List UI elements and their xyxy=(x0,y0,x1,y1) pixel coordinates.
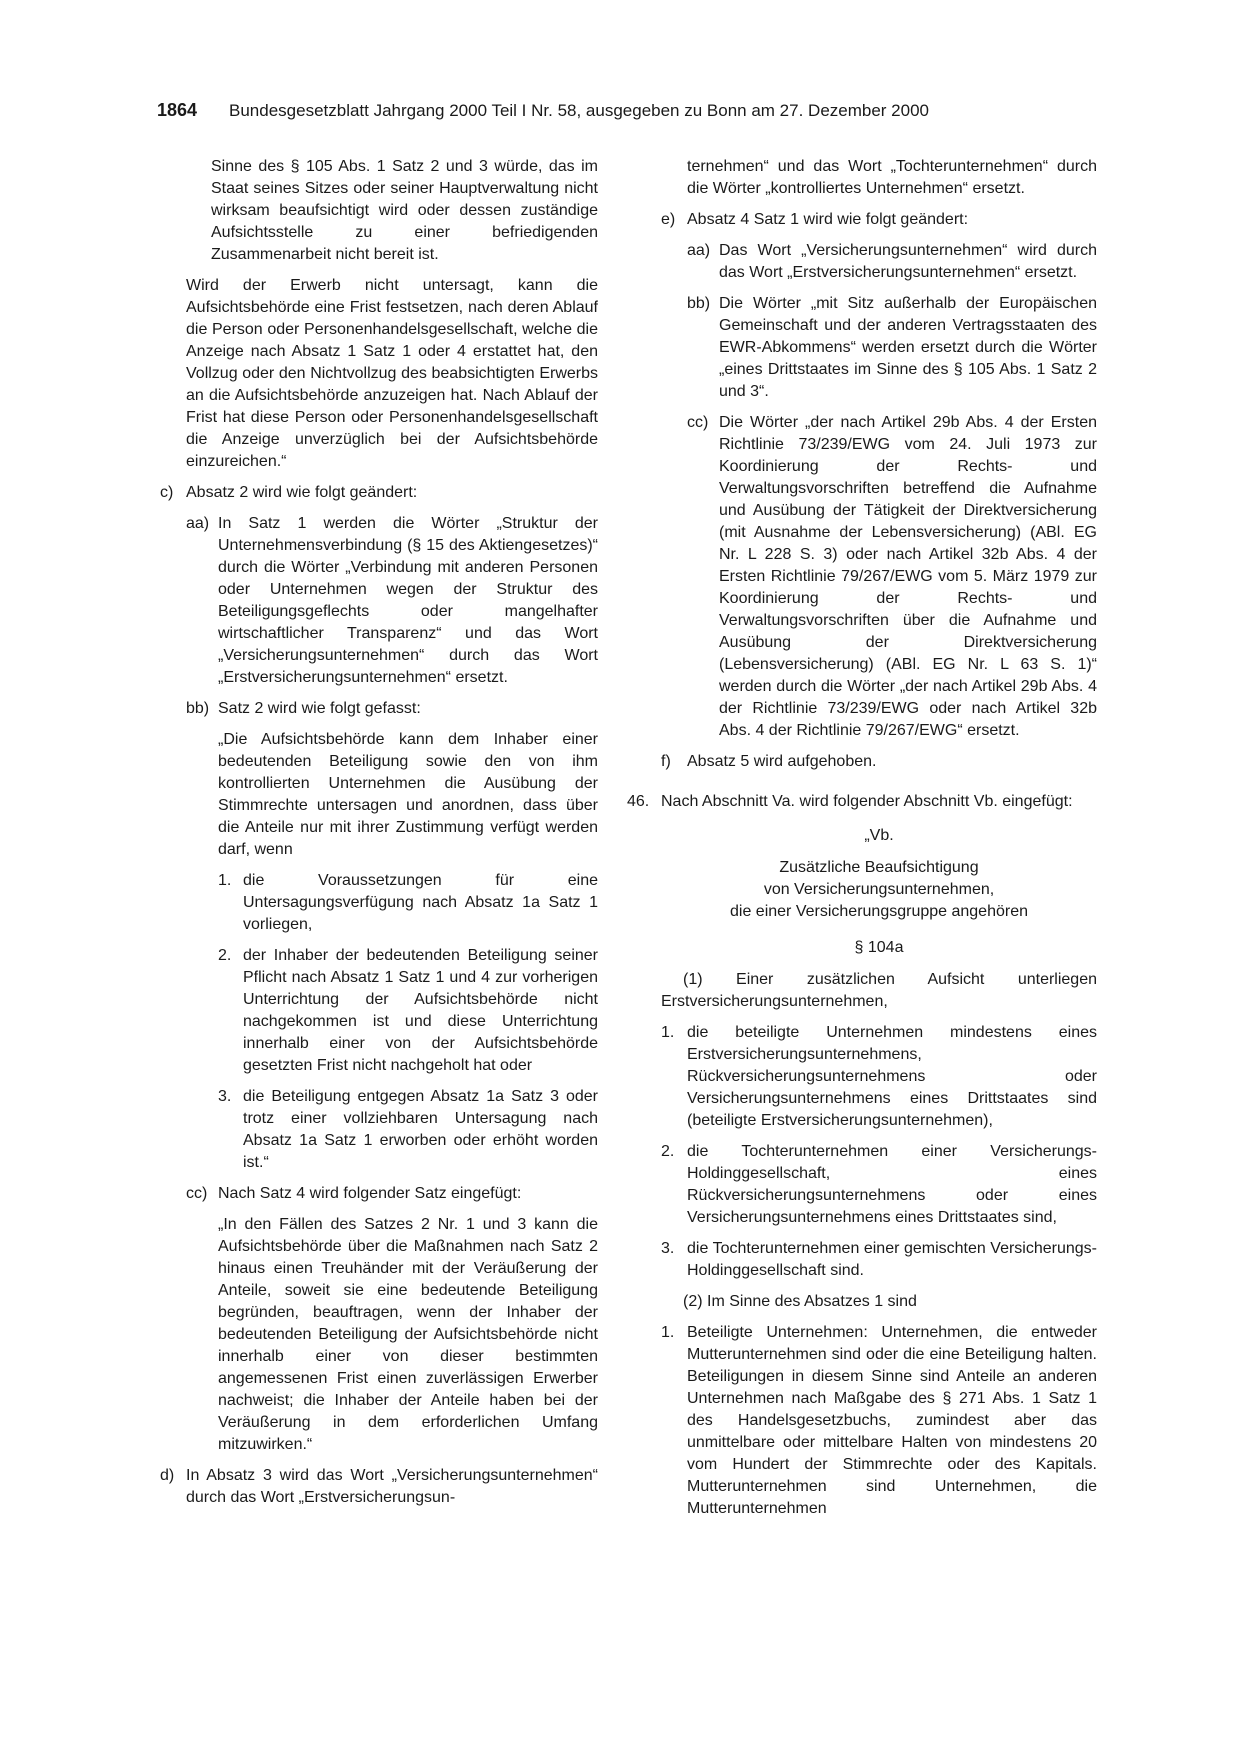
paragraph: ternehmen“ und das Wort „Tochterunternehmen“ durch die Wörter „kontrolliertes Unternehmen“ ersetzt. xyxy=(687,158,1097,197)
list-item-text: die beteiligte Unternehmen mindestens eines Erstversicherungsunternehmens, Rückversicherungsunternehmens oder Versicherungsunternehmens eines Drittstaates sind (beteiligte Erstversicherungsunternehmen), xyxy=(687,1024,1097,1129)
list-marker: 2. xyxy=(661,1143,675,1160)
list-item-c-aa xyxy=(186,513,598,689)
list-item-text: Beteiligte Unternehmen: Unternehmen, die entweder Mutterunternehmen sind oder die eine Beteiligung halten. Beteiligungen in diesem Sinne sind Anteile an anderen Unternehmen nach Maßgabe des § 271 Abs. 1 Satz 1 des Handelsgesetzbuchs, zumindest aber das unmittelbare oder mittelbare Halten von mindestens 20 vom Hundert der Stimmrechte oder des Kapitals. Mutterunternehmen sind Unternehmen, die Mutterunternehmen xyxy=(687,1324,1097,1517)
list-item-text: In Absatz 3 wird das Wort „Versicherungsunternehmen“ durch das Wort „Erstversicherungsun- xyxy=(186,1467,598,1506)
list-marker: 1. xyxy=(661,1324,675,1341)
list-marker: bb) xyxy=(687,295,711,312)
list-item-e xyxy=(661,209,1097,231)
list-item-e-aa xyxy=(687,240,1097,284)
list-item-text: die Voraussetzungen für eine Untersagungsverfügung nach Absatz 1a Satz 1 vorliegen, xyxy=(243,872,598,933)
list-marker: 3. xyxy=(218,1088,232,1105)
list-item-text: der Inhaber der bedeutenden Beteiligung seiner Pflicht nach Absatz 1 Satz 1 und 4 zur vorherigen Unterrichtung der Aufsichtsbehörde nicht nachgekommen ist und diese Unterrichtung innerhalb einer von der Aufsichtsbehörde gesetzten Frist nicht nachgeholt hat oder xyxy=(243,947,598,1074)
list-marker: f) xyxy=(661,753,671,770)
list-item-c xyxy=(160,482,598,504)
list-item-text: Absatz 4 Satz 1 wird wie folgt geändert: xyxy=(687,211,969,228)
list-item-abs1-3 xyxy=(661,1238,1097,1282)
list-item-46 xyxy=(627,791,1097,813)
list-item-e-bb xyxy=(687,293,1097,403)
list-item-text: Satz 2 wird wie folgt gefasst: xyxy=(218,700,421,717)
paragraph: (1) Einer zusätzlichen Aufsicht unterliegen Erstversicherungsunternehmen, xyxy=(661,971,1097,1010)
list-item-c-bb xyxy=(186,698,598,720)
list-item-text: die Tochterunternehmen einer Versicherungs-Holdinggesellschaft, eines Rückversicherungsunternehmens oder eines Versicherungsunternehmens eines Drittstaates sind, xyxy=(687,1143,1097,1226)
list-item-text: die Tochterunternehmen einer gemischten Versicherungs-Holdinggesellschaft sind. xyxy=(687,1240,1097,1279)
list-item-bb-2 xyxy=(218,945,598,1077)
running-head: Bundesgesetzblatt Jahrgang 2000 Teil I Nr. 58, ausgegeben zu Bonn am 27. Dezember 2000 xyxy=(229,101,929,120)
list-item-e-cc xyxy=(687,412,1097,742)
list-item-text: Die Wörter „mit Sitz außerhalb der Europäischen Gemeinschaft und der anderen Vertragsstaaten des EWR-Abkommens“ werden ersetzt durch die Wörter „eines Drittstaates im Sinne des § 105 Abs. 1 Satz 2 und 3“. xyxy=(719,295,1097,400)
list-item-text: Nach Abschnitt Va. wird folgender Abschnitt Vb. eingefügt: xyxy=(661,793,1073,810)
list-marker: 3. xyxy=(661,1240,675,1257)
list-marker: d) xyxy=(160,1467,175,1484)
list-item-text: Absatz 5 wird aufgehoben. xyxy=(687,753,877,770)
list-item-f xyxy=(661,751,1097,773)
section-title-line: von Versicherungsunternehmen, xyxy=(763,881,995,898)
section-title xyxy=(661,857,1097,923)
section-title-line: die einer Versicherungsgruppe angehören xyxy=(730,903,1028,920)
list-item-abs1-1 xyxy=(661,1022,1097,1132)
list-marker: 46. xyxy=(627,793,650,810)
list-item-abs1-2 xyxy=(661,1141,1097,1229)
list-item-d xyxy=(160,1465,598,1509)
list-marker: 1. xyxy=(661,1024,675,1041)
section-label: „Vb. xyxy=(864,827,894,844)
list-item-text: Nach Satz 4 wird folgender Satz eingefügt: xyxy=(218,1185,522,1202)
list-marker: bb) xyxy=(186,700,210,717)
list-item-text: Die Wörter „der nach Artikel 29b Abs. 4 der Ersten Richtlinie 73/239/EWG vom 24. Juli 1973 zur Koordinierung der Rechts- und Verwaltungsvorschriften betreffend die Aufnahme und Ausübung der Tätigkeit der Direktversicherung (mit Ausnahme der Lebensversicherung) (ABl. EG Nr. L 228 S. 3) oder nach Artikel 32b Abs. 4 der Ersten Richtlinie 79/267/EWG vom 5. März 1979 zur Koordinierung der Rechts- und Verwaltungsvorschriften über die Aufnahme und Ausübung der Direktversicherung (Lebensversicherung) (ABl. EG Nr. L 63 S. 1)“ werden durch die Wörter „der nach Artikel 29b Abs. 4 der Richtlinie 73/239/EWG oder nach Artikel 32b Abs. 4 der Richtlinie 79/267/EWG“ ersetzt. xyxy=(719,414,1097,739)
quoted-paragraph: „Die Aufsichtsbehörde kann dem Inhaber einer bedeutenden Beteiligung sowie den von ihm kontrollierten Unternehmen die Ausübung der Stimmrechte untersagen und anordnen, dass über die Anteile nur mit ihrer Zustimmung verfügt werden darf, wenn xyxy=(218,731,598,858)
list-item-text: Absatz 2 wird wie folgt geändert: xyxy=(186,484,418,501)
list-item-bb-3 xyxy=(218,1086,598,1174)
page-number: 1864 xyxy=(157,100,198,120)
paragraph: Sinne des § 105 Abs. 1 Satz 2 und 3 würde, das im Staat seines Sitzes oder seiner Hauptverwaltung nicht wirksam beaufsichtigt wird oder dessen zuständige Aufsichtsstelle zu einer befriedigenden Zusammenarbeit nicht bereit ist. xyxy=(211,158,598,263)
page-header xyxy=(157,100,1097,124)
paragraph-sign: § 104a xyxy=(854,939,904,956)
list-marker: cc) xyxy=(687,414,709,431)
list-marker: cc) xyxy=(186,1185,208,1202)
section-title-line: Zusätzliche Beaufsichtigung xyxy=(779,859,979,876)
list-item-text: die Beteiligung entgegen Absatz 1a Satz 3 oder trotz einer vollziehbaren Untersagung nach Absatz 1a Satz 1 erworben oder erhöht worden ist.“ xyxy=(243,1088,598,1171)
list-marker: e) xyxy=(661,211,676,228)
list-marker: 2. xyxy=(218,947,232,964)
list-item-abs2-1 xyxy=(661,1322,1097,1520)
left-column xyxy=(160,156,598,1518)
list-item-bb-1 xyxy=(218,870,598,936)
list-marker: 1. xyxy=(218,872,232,889)
list-marker: aa) xyxy=(186,515,210,532)
list-item-text: In Satz 1 werden die Wörter „Struktur der Unternehmensverbindung (§ 15 des Aktiengesetzes)“ durch die Wörter „Verbindung mit anderen Personen oder Unternehmen wegen der Struktur des Beteiligungsgeflechts oder mangelhafter wirtschaftlicher Transparenz“ und das Wort „Versicherungsunternehmen“ durch das Wort „Erstversicherungsunternehmen“ ersetzt. xyxy=(218,515,598,686)
list-marker: aa) xyxy=(687,242,711,259)
list-item-c-cc xyxy=(186,1183,598,1205)
paragraph: Wird der Erwerb nicht untersagt, kann die Aufsichtsbehörde eine Frist festsetzen, nach deren Ablauf die Person oder Personenhandelsgesellschaft, welche die Anzeige nach Absatz 1 Satz 1 oder 4 erstattet hat, den Vollzug oder den Nichtvollzug des beabsichtigten Erwerbs an die Aufsichtsbehörde anzuzeigen hat. Nach Ablauf der Frist hat diese Person oder Personenhandelsgesellschaft die Anzeige unverzüglich bei der Aufsichtsbehörde einzureichen.“ xyxy=(186,277,598,470)
right-column xyxy=(627,156,1097,1529)
list-item-text: Das Wort „Versicherungsunternehmen“ wird durch das Wort „Erstversicherungsunternehmen“ ersetzt. xyxy=(719,242,1097,281)
quoted-paragraph: „In den Fällen des Satzes 2 Nr. 1 und 3 kann die Aufsichtsbehörde über die Maßnahmen nach Satz 2 hinaus einen Treuhänder mit der Veräußerung der Anteile, soweit sie eine bedeutende Beteiligung begründen, beauftragen, wenn der Inhaber der bedeutenden Beteiligung der Aufsichtsbehörde nicht innerhalb einer von dieser bestimmten angemessenen Frist einen zuverlässigen Erwerber nachweist; die Inhaber der Anteile haben bei der Veräußerung in dem erforderlichen Umfang mitzuwirken.“ xyxy=(218,1216,598,1453)
list-marker: c) xyxy=(160,484,174,501)
paragraph: (2) Im Sinne des Absatzes 1 sind xyxy=(683,1293,917,1310)
